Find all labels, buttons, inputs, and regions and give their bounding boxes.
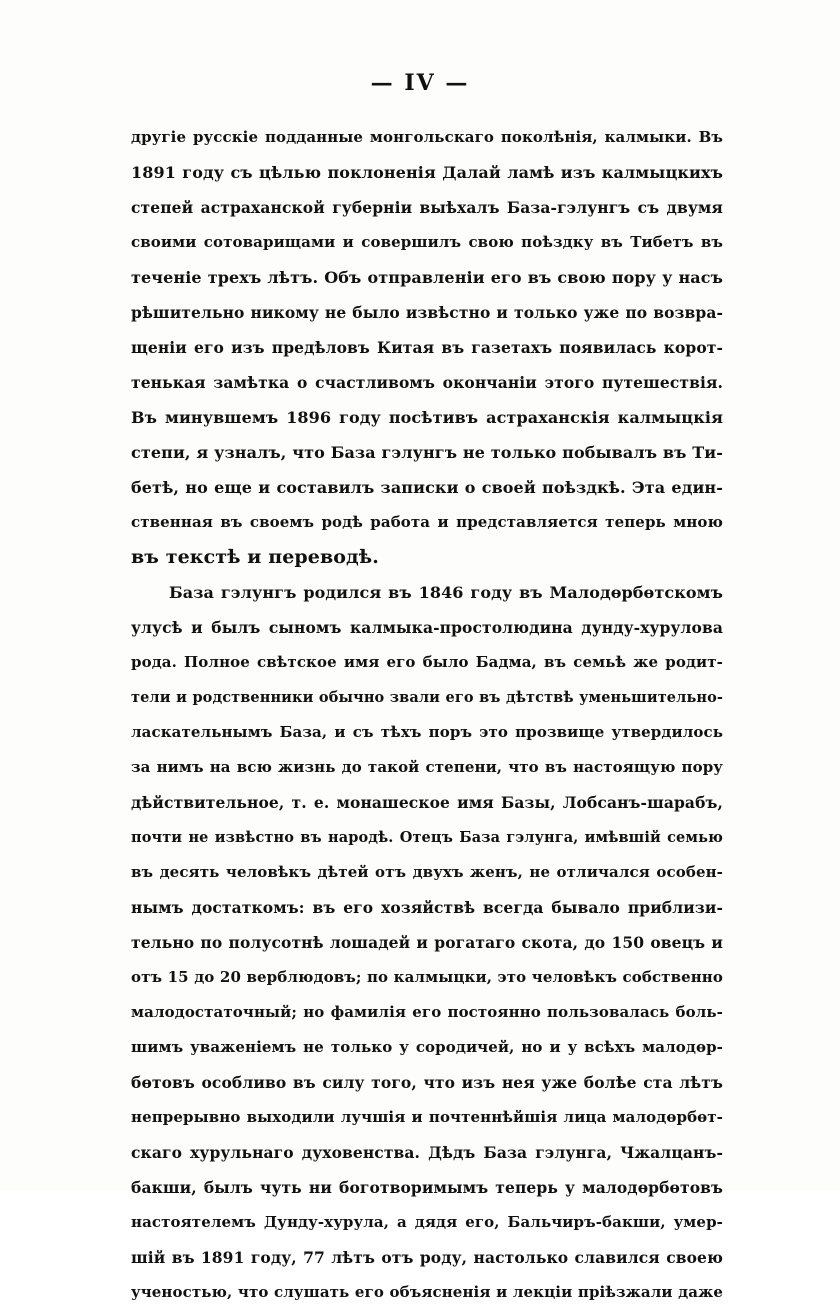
text-line: 1891 году съ цѣлью поклоненія Далай ламѣ изъ калмыцкихъ (131, 163, 723, 182)
text-line: шій въ 1891 году, 77 лѣтъ отъ роду, настолько славился своею (131, 1248, 723, 1267)
text-line: ственная въ своемъ родѣ работа и представляется теперь мною (131, 513, 723, 531)
text-line: тельно по полусотнѣ лошадей и рогатаго скота, до 150 овецъ и (131, 933, 723, 952)
text-line: за нимъ на всю жизнь до такой степени, что въ настоящую пору (131, 758, 723, 776)
text-line: тенькая замѣтка о счастливомъ окончаніи этого путешествія. (131, 373, 723, 392)
text-line: бетѣ, но еще и составилъ записки о своей поѣздкѣ. Эта един- (131, 478, 723, 497)
text-line: степи, я узналъ, что База гэлунгъ не только побывалъ въ Ти- (131, 443, 723, 462)
text-line: рѣшительно никому не было извѣстно и только уже по возвра- (131, 303, 723, 322)
text-line: нымъ достаткомъ: въ его хозяйствѣ всегда бывало приблизи- (131, 898, 723, 917)
text-line: тели и родственники обычно звали его въ дѣтствѣ уменьшительно- (131, 689, 723, 706)
text-line: ученостью, что слушать его объясненія и лекціи пріѣзжали даже (131, 1283, 723, 1301)
text-line: дѣйствительное, т. е. монашеское имя Базы, Лобсанъ-шарабъ, (131, 793, 723, 812)
text-line: ласкательнымъ База, и съ тѣхъ поръ это прозвище утвердилось (131, 723, 723, 741)
text-line: непрерывно выходили лучшія и почтеннѣйшія лица малодөрбөт- (131, 1108, 723, 1126)
text-line: щеніи его изъ предѣловъ Китая въ газетахъ появилась корот- (131, 338, 723, 357)
text-line: другіе русскіе подданные монгольскаго поколѣнія, калмыки. Въ (131, 128, 723, 146)
text-line: Въ минувшемъ 1896 году посѣтивъ астраханскія калмыцкія (131, 408, 723, 427)
text-line: почти не извѣстно въ народѣ. Отецъ База гэлунга, имѣвшій семью (131, 829, 723, 846)
text-line: улусѣ и былъ сыномъ калмыка-простолюдина дунду-хурулова (131, 618, 723, 637)
text-line: бакши, былъ чуть ни боготворимымъ теперь у малодөрбөтовъ (131, 1178, 723, 1197)
paragraph-1 (131, 120, 723, 575)
text-line: рода. Полное свѣтское имя его было Бадма, въ семьѣ же родит- (131, 653, 723, 671)
paragraph-2 (131, 575, 723, 1310)
text-line: шимъ уваженіемъ не только у сородичей, но и у всѣхъ малодөр- (131, 1038, 723, 1056)
body-text (131, 120, 723, 1310)
text-line: въ текстѣ и переводѣ. (131, 546, 379, 568)
text-line: малодостаточный; но фамилія его постоянно пользовалась боль- (131, 1003, 723, 1021)
text-line: въ десять человѣкъ дѣтей отъ двухъ женъ, не отличался особен- (131, 863, 723, 881)
text-line: теченіе трехъ лѣтъ. Объ отправленіи его въ свою пору у насъ (131, 268, 723, 287)
text-line: степей астраханской губерніи выѣхалъ База-гэлунгъ съ двумя (131, 198, 723, 217)
text-line: отъ 15 до 20 верблюдовъ; по калмыцки, это человѣкъ собственно (131, 968, 723, 986)
text-line: База гэлунгъ родился въ 1846 году въ Малодөрбөтскомъ (169, 583, 723, 602)
page-number-header: — IV — (370, 70, 470, 96)
text-line: настоятелемъ Дунду-хурула, а дядя его, Бальчиръ-бакши, умер- (131, 1213, 723, 1231)
text-line: скаго хурульнаго духовенства. Дѣдъ База гэлунга, Чжалцанъ- (131, 1143, 723, 1162)
text-line: бөтовъ особливо въ силу того, что изъ нея уже болѣе ста лѣтъ (131, 1073, 723, 1092)
text-line: своими сотоварищами и совершилъ свою поѣздку въ Тибетъ въ (131, 233, 723, 251)
